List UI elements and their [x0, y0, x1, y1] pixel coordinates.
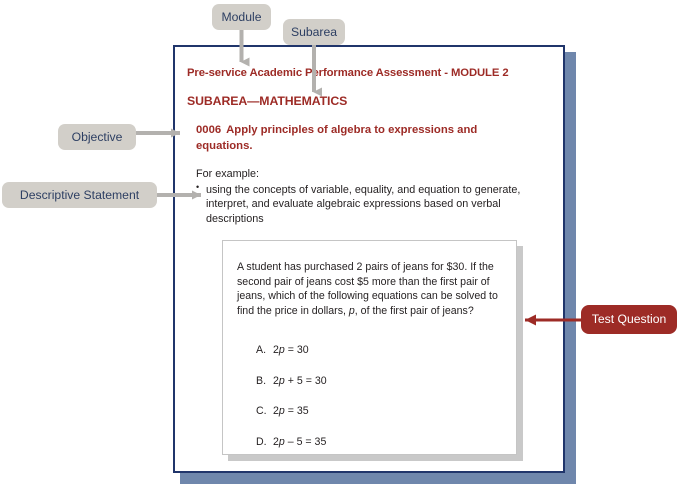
- option-text: 2p = 30: [273, 344, 309, 356]
- option-letter: A.: [256, 344, 267, 356]
- option-letter: D.: [256, 435, 267, 448]
- callout-test-question[interactable]: Test Question: [581, 305, 677, 334]
- question-stem-text: A student has purchased 2 pairs of jeans for $30. If the second pair of jeans cost $5 more than the first pair of jeans, which of the following equations can be solved to find the price in dollars, p, of the first pair of jeans?: [237, 261, 498, 317]
- objective-text: Apply principles of algebra to expressions and equations.: [196, 123, 478, 152]
- document-subarea-heading: SUBAREA—MATHEMATICS: [187, 93, 348, 108]
- option-text: 2p – 5 = 35: [273, 435, 327, 448]
- callout-descriptive-statement[interactable]: Descriptive Statement: [2, 182, 157, 208]
- option-text: 2p = 35: [273, 405, 309, 418]
- document-title: Pre-service Academic Performance Assessment - MODULE 2: [187, 67, 509, 79]
- callout-objective[interactable]: Objective: [58, 124, 136, 150]
- option-text: 2p + 5 = 30: [273, 374, 327, 387]
- callout-subarea[interactable]: Subarea: [283, 19, 345, 45]
- for-example-label: For example:: [196, 167, 260, 180]
- objective-number: 0006: [196, 123, 222, 136]
- list-item: • using the concepts of variable, equality, and equation to generate, interpret, and evaluate algebraic expressions based on verbal descriptions: [196, 183, 534, 226]
- option-letter: B.: [256, 374, 267, 387]
- option-letter: C.: [256, 405, 267, 418]
- callout-module[interactable]: Module: [212, 4, 271, 30]
